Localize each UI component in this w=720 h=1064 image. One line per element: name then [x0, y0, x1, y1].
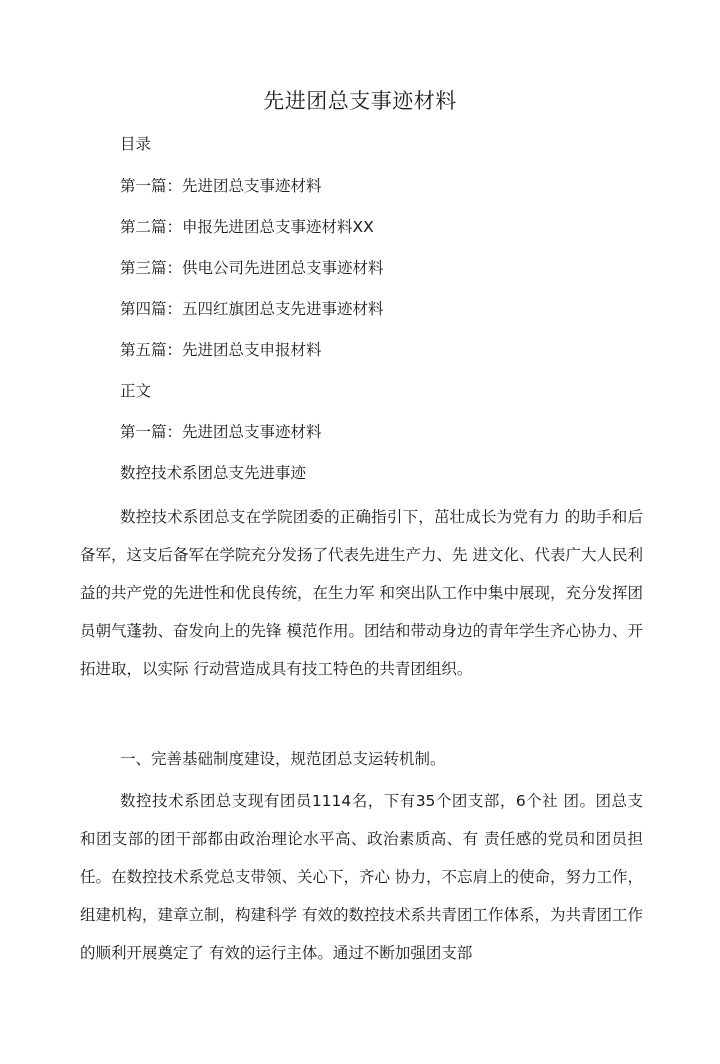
- body-heading: 正文: [120, 382, 152, 400]
- toc-item-5: 第五篇：先进团总支申报材料: [120, 341, 322, 359]
- toc-item-3: 第三篇：供电公司先进团总支事迹材料: [120, 259, 384, 277]
- toc-item-2: 第二篇：申报先进团总支事迹材料XX: [120, 218, 374, 236]
- toc-item-4: 第四篇：五四红旗团总支先进事迹材料: [120, 300, 384, 318]
- article-subtitle: 数控技术系团总支先进事迹: [120, 464, 307, 482]
- toc-heading: 目录: [120, 135, 152, 153]
- paragraph-1: 数控技术系团总支在学院团委的正确指引下，茁壮成长为党有力 的助手和后备军，这支后备军在学院充分发扬了代表先进生产力、先 进文化、代表广大人民利益的共产党的先进性和优良传统，在生力军 和突出队工作中集中展现，充分发挥团员朝气蓬勃、奋发向上的先锋 模范作用。团结和带动身边的青年学生齐心协力、开拓进取，以实际 行动营造成具有技工特色的共青团组织。: [80, 508, 643, 678]
- section-heading-1: 一、完善基础制度建设，规范团总支运转机制。: [120, 750, 446, 768]
- toc-item-1: 第一篇：先进团总支事迹材料: [120, 177, 322, 195]
- article-heading: 第一篇：先进团总支事迹材料: [120, 423, 322, 441]
- paragraph-2: 数控技术系团总支现有团员1114名，下有35个团支部，6个社 团。团总支和团支部的团干部都由政治理论水平高、政治素质高、有 责任感的党员和团员担任。在数控技术系党总支带领、关心下，齐心 协力，不忘肩上的使命，努力工作，组建机构，建章立制，构建科学 有效的数控技术系共青团工作体系，为共青团工作的顺利开展奠定了 有效的运行主体。通过不断加强团支部: [80, 792, 643, 962]
- document-title: 先进团总支事迹材料: [263, 89, 457, 113]
